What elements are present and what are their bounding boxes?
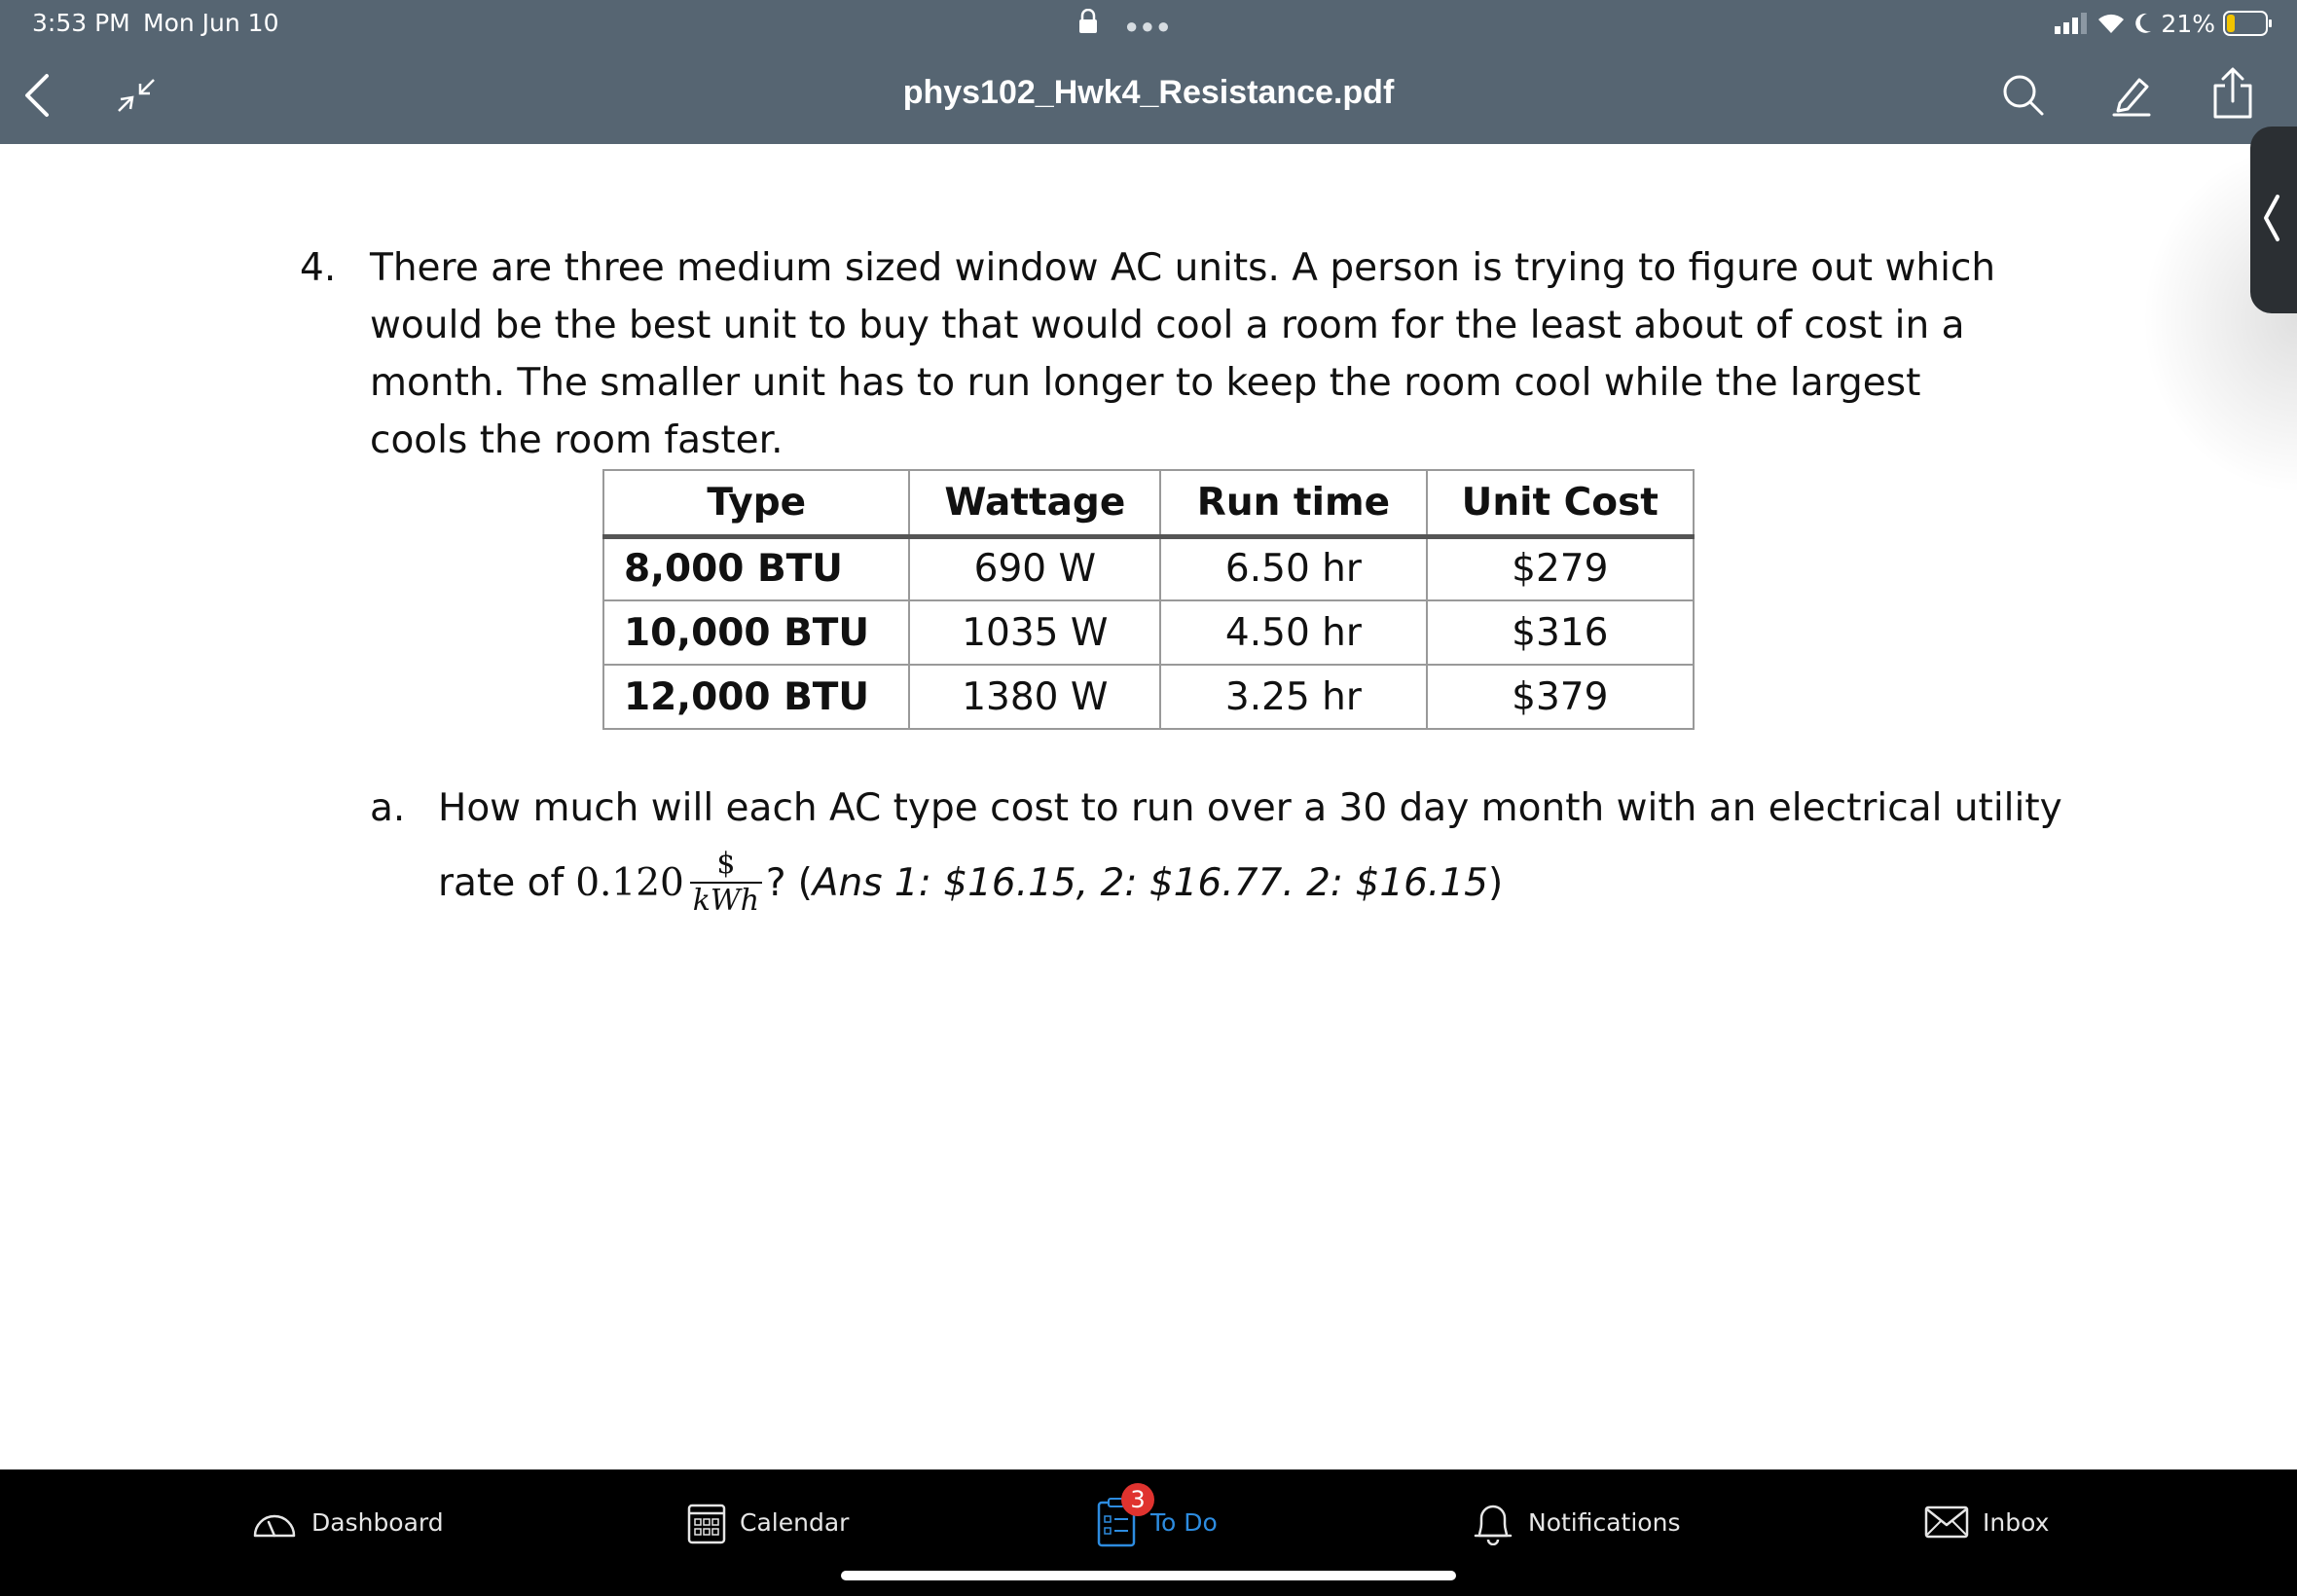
cell-run-time: 3.25 hr xyxy=(1160,665,1426,729)
status-date: Mon Jun 10 xyxy=(143,9,279,37)
moon-icon xyxy=(2133,12,2153,35)
multitasking-dots-icon[interactable]: ●●● xyxy=(1125,14,1173,38)
header-unit-cost: Unit Cost xyxy=(1427,470,1694,536)
annotate-pen-icon[interactable] xyxy=(2110,72,2153,117)
share-icon[interactable] xyxy=(2211,66,2254,119)
answer-close-paren: ) xyxy=(1487,860,1504,905)
header-bar xyxy=(0,0,2297,144)
tab-calendar[interactable] xyxy=(687,1495,849,1549)
rate-unit-fraction xyxy=(690,847,762,919)
home-indicator[interactable] xyxy=(841,1571,1456,1580)
cell-wattage: 1380 W xyxy=(909,665,1160,729)
table-row xyxy=(603,665,1694,729)
question-text: There are three medium sized window AC units. A person is trying to figure out which would be the best unit to buy that would cool a room for the least about of cost in a month. The smaller unit has to run longer to keep the room cool while the largest cools the room faster. xyxy=(370,246,1996,462)
rate-value: 0.120 xyxy=(575,860,684,905)
envelope-icon xyxy=(1924,1505,1969,1540)
header-type: Type xyxy=(603,470,909,536)
question-mark: ? xyxy=(765,860,786,905)
question-number: 4. xyxy=(300,246,337,290)
cell-unit-cost: $316 xyxy=(1427,600,1694,665)
table-row xyxy=(603,536,1694,600)
tab-calendar-label: Calendar xyxy=(740,1507,850,1537)
header-wattage: Wattage xyxy=(909,470,1160,536)
tab-inbox-label: Inbox xyxy=(1983,1507,2050,1537)
cell-wattage: 1035 W xyxy=(909,600,1160,665)
cell-run-time: 4.50 hr xyxy=(1160,600,1426,665)
tab-dashboard[interactable] xyxy=(251,1495,444,1549)
battery-icon xyxy=(2223,11,2274,36)
calendar-icon xyxy=(687,1500,726,1544)
bell-icon xyxy=(1472,1499,1514,1545)
ac-units-table xyxy=(602,469,1695,730)
cell-type: 8,000 BTU xyxy=(603,536,909,600)
answer-text: Ans 1: $16.15, 2: $16.77. 2: $16.15 xyxy=(812,860,1488,905)
rate-unit-denominator: kWh xyxy=(692,884,760,918)
cell-unit-cost: $379 xyxy=(1427,665,1694,729)
todo-icon-wrapper xyxy=(1096,1486,1146,1547)
cell-wattage: 690 W xyxy=(909,536,1160,600)
table-header-row xyxy=(603,470,1694,536)
document-title: phys102_Hwk4_Resistance.pdf xyxy=(902,74,1395,111)
rate-prefix: rate of xyxy=(438,860,565,905)
tab-dashboard-label: Dashboard xyxy=(311,1507,444,1537)
wifi-icon xyxy=(2096,12,2126,35)
status-indicators xyxy=(2054,8,2274,39)
tab-notifications-label: Notifications xyxy=(1528,1507,1681,1537)
part-a-question-line2 xyxy=(438,847,1503,919)
cell-type: 10,000 BTU xyxy=(603,600,909,665)
lock-icon xyxy=(1078,9,1098,34)
status-time: 3:53 PM xyxy=(32,9,130,37)
cellular-signal-icon xyxy=(2054,13,2089,34)
dashboard-gauge-icon xyxy=(251,1505,298,1540)
drawer-chevron-icon[interactable] xyxy=(2260,191,2281,245)
todo-badge: 3 xyxy=(1121,1483,1154,1516)
cell-run-time: 6.50 hr xyxy=(1160,536,1426,600)
answer-open-paren: ( xyxy=(797,860,813,905)
part-a-label: a. xyxy=(370,786,406,830)
search-icon[interactable] xyxy=(2000,72,2045,117)
cell-type: 12,000 BTU xyxy=(603,665,909,729)
header-run-time: Run time xyxy=(1160,470,1426,536)
part-a-question-line1: How much will each AC type cost to run over a 30 day month with an electrical utility xyxy=(438,786,2062,830)
tab-todo-label: To Do xyxy=(1150,1507,1218,1537)
cell-unit-cost: $279 xyxy=(1427,536,1694,600)
tab-inbox[interactable] xyxy=(1924,1495,2049,1549)
tab-notifications[interactable] xyxy=(1472,1495,1680,1549)
tab-todo[interactable] xyxy=(1096,1486,1218,1549)
battery-percent: 21% xyxy=(2161,9,2215,38)
table-row xyxy=(603,600,1694,665)
rate-unit-numerator: $ xyxy=(716,847,736,881)
